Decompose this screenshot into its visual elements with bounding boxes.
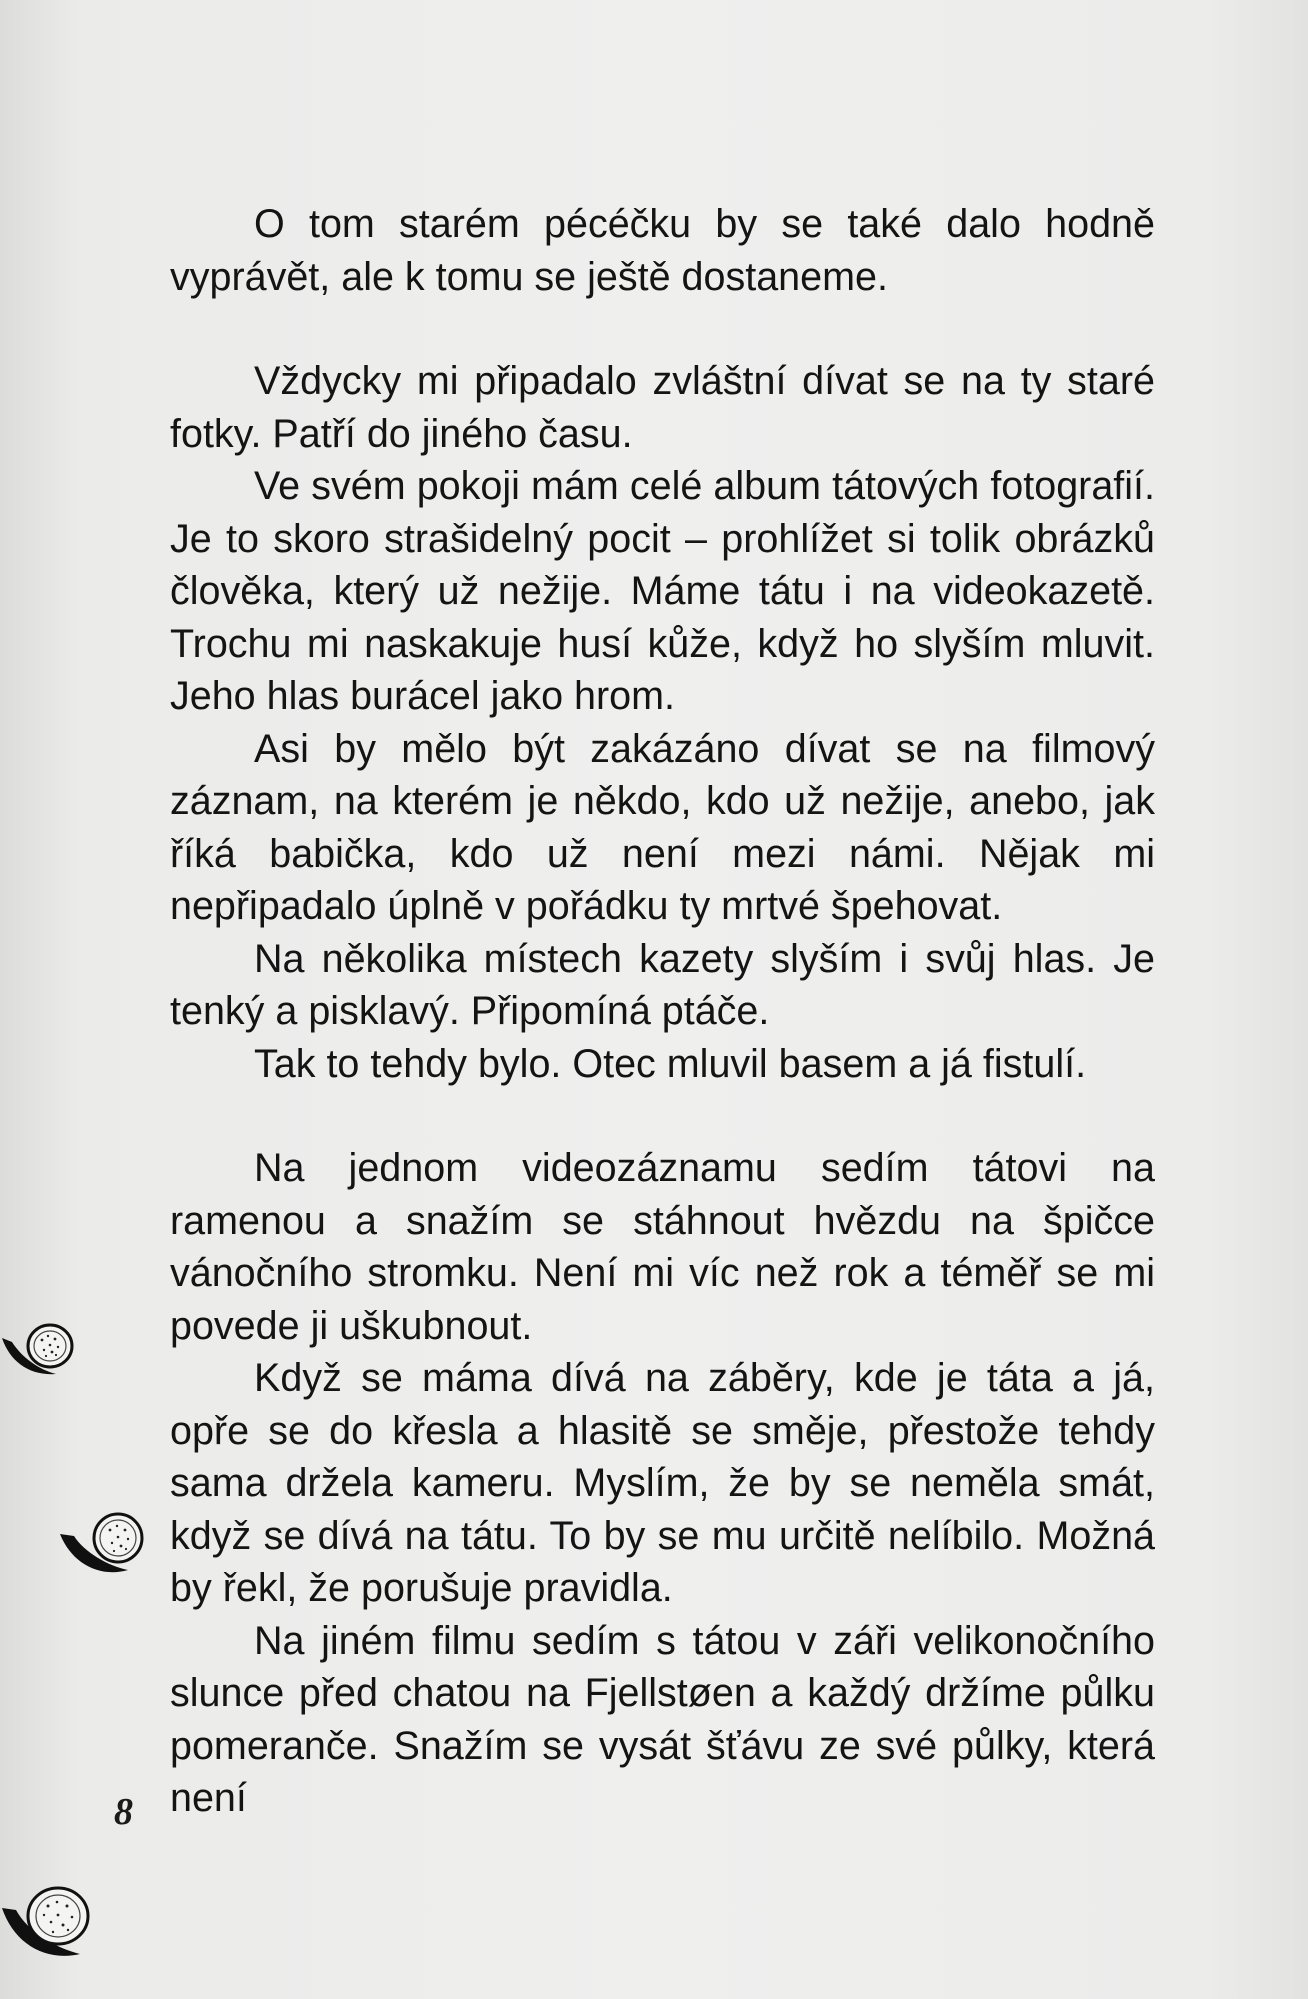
paragraph: Tak to tehdy bylo. Otec mluvil basem a já fistulí. (254, 1041, 1087, 1086)
paragraph: Když se máma dívá na záběry, kde je táta a já, opře se do křesla a hlasitě se směje, přestože tehdy sama držela kameru. Myslím, že by se neměla smát, když se dívá na tátu. To by se mu určitě nelíbilo. Možná by řekl, že porušuje pravidla. (170, 1356, 1155, 1610)
paragraph: Vždycky mi připadalo zvláštní dívat se na ty staré fotky. Patří do jiného času. (170, 359, 1155, 456)
orange-half-icon (0, 1318, 80, 1382)
page-number: 8 (114, 1791, 133, 1833)
paragraph: O tom starém pécéčku by se také dalo hodně vyprávět, ale k tomu se ještě dostaneme. (170, 202, 1155, 299)
orange-half-icon (56, 1508, 148, 1580)
paragraph: Na jednom videozáznamu sedím tátovi na ramenou a snažím se stáhnout hvězdu na špičce vánočního stromku. Není mi víc než rok a téměř se mi povede ji uškubnout. (170, 1146, 1155, 1348)
paragraph: Na několika místech kazety slyším i svůj hlas. Je tenký a pisklavý. Připomíná ptáče. (170, 936, 1155, 1033)
orange-half-icon (0, 1878, 96, 1964)
paragraph: Ve svém pokoji mám celé album tátových fotografií. Je to skoro strašidelný pocit – prohlížet si tolik obrázků člověka, který už nežije. Máme tátu i na videokazetě. Trochu mi naskakuje husí kůže, když ho slyším mluvit. Jeho hlas burácel jako hrom. (170, 464, 1155, 718)
paragraph: Asi by mělo být zakázáno dívat se na filmový záznam, na kterém je někdo, kdo už nežije, anebo, jak říká babička, kdo už není mezi námi. Nějak mi nepřipadalo úplně v pořádku ty mrtvé špehovat. (170, 726, 1155, 928)
paragraph: Na jiném filmu sedím s tátou v záři velikonočního slunce před chatou na Fjellstøen a každý držíme půlku pomeranče. Snažím se vysát šťávu ze své půlky, která není (170, 1618, 1155, 1820)
body-text (170, 198, 1155, 1825)
